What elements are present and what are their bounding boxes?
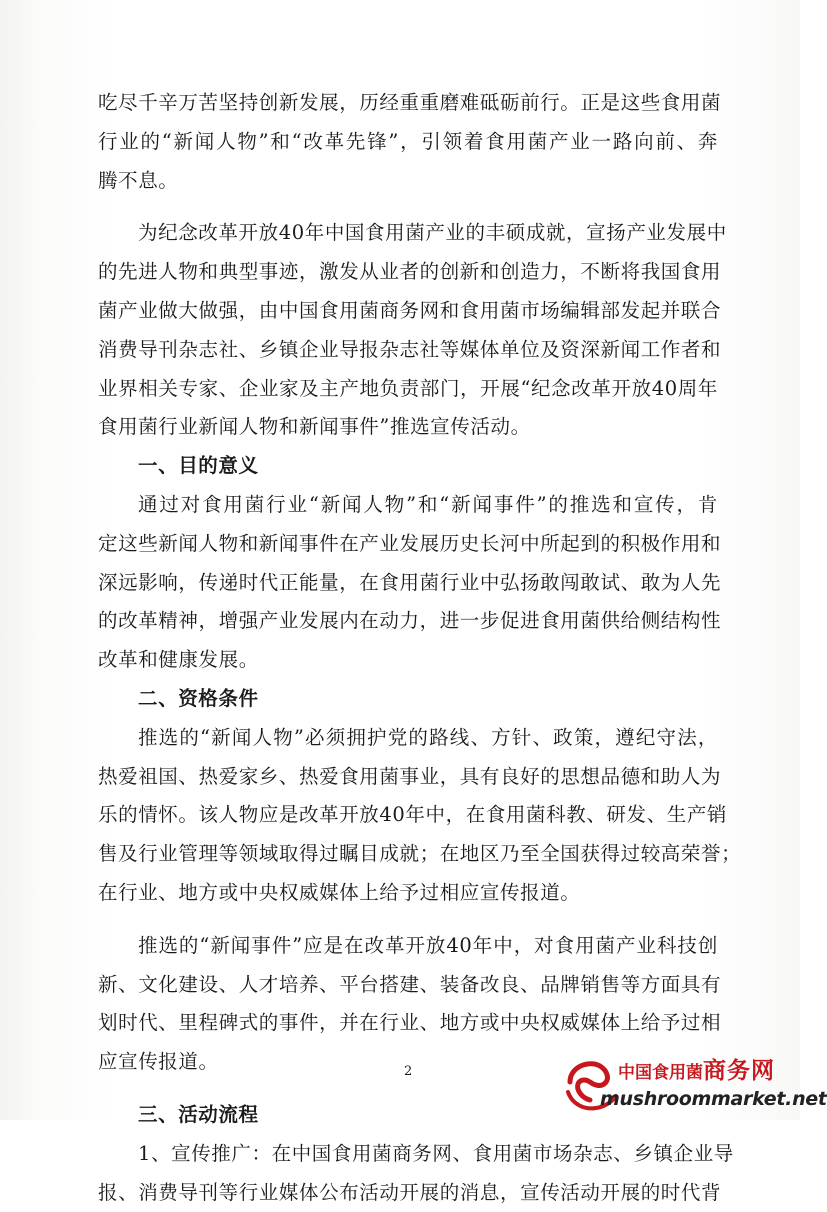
text-line: 售及行业管理等领域取得过瞩目成就；在地区乃至全国获得过较高荣誉； xyxy=(98,842,742,866)
text-line: 深远影响，传递时代正能量，在食用菌行业中弘扬敢闯敢试、敢为人先 xyxy=(98,570,722,594)
paragraph-2 xyxy=(98,214,727,447)
document-body xyxy=(98,84,742,1212)
text-line: 报、消费导刊等行业媒体公布活动开展的消息，宣传活动开展的时代背 xyxy=(98,1180,722,1204)
section-heading-2: 二、资格条件 xyxy=(138,686,259,710)
text-line: 应宣传报道。 xyxy=(98,1050,219,1074)
watermark-chinese-title xyxy=(618,1052,775,1085)
paragraph-6 xyxy=(98,1135,734,1212)
text-line: 菌产业做大做强，由中国食用菌商务网和食用菌市场编辑部发起并联合 xyxy=(98,298,722,322)
text-line: 乐的情怀。该人物应是改革开放40年中，在食用菌科教、研发、生产销 xyxy=(98,803,728,827)
text-line: 为纪念改革开放40年中国食用菌产业的丰硕成就，宣扬产业发展中 xyxy=(138,221,727,245)
text-line: 腾不息。 xyxy=(98,168,179,192)
text-line: 业界相关专家、企业家及主产地负责部门，开展“纪念改革开放40周年 xyxy=(98,376,718,400)
text-line: 吃尽千辛万苦坚持创新发展，历经重重磨难砥砺前行。正是这些食用菌 xyxy=(98,91,722,114)
text-line: 改革和健康发展。 xyxy=(98,648,259,672)
paragraph-4 xyxy=(98,719,742,913)
text-line: 1、宣传推广：在中国食用菌商务网、食用菌市场杂志、乡镇企业导 xyxy=(138,1141,734,1165)
text-line: 划时代、里程碑式的事件，并在行业、地方或中央权威媒体上给予过相 xyxy=(98,1011,722,1035)
paragraph-3 xyxy=(98,486,722,680)
text-line: 推选的“新闻人物”必须拥护党的路线、方针、政策，遵纪守法， xyxy=(138,725,718,749)
page-number: 2 xyxy=(404,1064,413,1079)
paragraph-1 xyxy=(98,84,722,200)
watermark-title-suffix: 商务网 xyxy=(703,1058,775,1084)
watermark-url: mushroommarket.net xyxy=(600,1088,827,1110)
text-line: 的先进人物和典型事迹，激发从业者的创新和创造力，不断将我国食用 xyxy=(98,260,722,284)
section-heading-1: 一、目的意义 xyxy=(138,454,259,478)
text-line: 食用菌行业新闻人物和新闻事件”推选宣传活动。 xyxy=(98,415,531,439)
text-line: 行业的“新闻人物”和“改革先锋”，引领着食用菌产业一路向前、奔 xyxy=(98,129,718,153)
text-line: 消费导刊杂志社、乡镇企业导报杂志社等媒体单位及资深新闻工作者和 xyxy=(98,337,722,361)
text-line: 推选的“新闻事件”应是在改革开放40年中，对食用菌产业科技创 xyxy=(138,933,718,957)
watermark-title-prefix: 中国食用菌 xyxy=(618,1063,703,1083)
section-heading-3: 三、活动流程 xyxy=(138,1102,259,1126)
text-line: 新、文化建设、人才培养、平台搭建、装备改良、品牌销售等方面具有 xyxy=(98,972,722,996)
text-line: 热爱祖国、热爱家乡、热爱食用菌事业，具有良好的思想品德和助人为 xyxy=(98,764,722,788)
text-line: 在行业、地方或中央权威媒体上给予过相应宣传报道。 xyxy=(98,880,581,904)
site-watermark-logo xyxy=(560,1044,827,1120)
text-line: 定这些新闻人物和新闻事件在产业发展历史长河中所起到的积极作用和 xyxy=(98,531,722,555)
text-line: 的改革精神，增强产业发展内在动力，进一步促进食用菌供给侧结构性 xyxy=(98,609,722,633)
text-line: 通过对食用菌行业“新闻人物”和“新闻事件”的推选和宣传，肯 xyxy=(138,492,718,516)
